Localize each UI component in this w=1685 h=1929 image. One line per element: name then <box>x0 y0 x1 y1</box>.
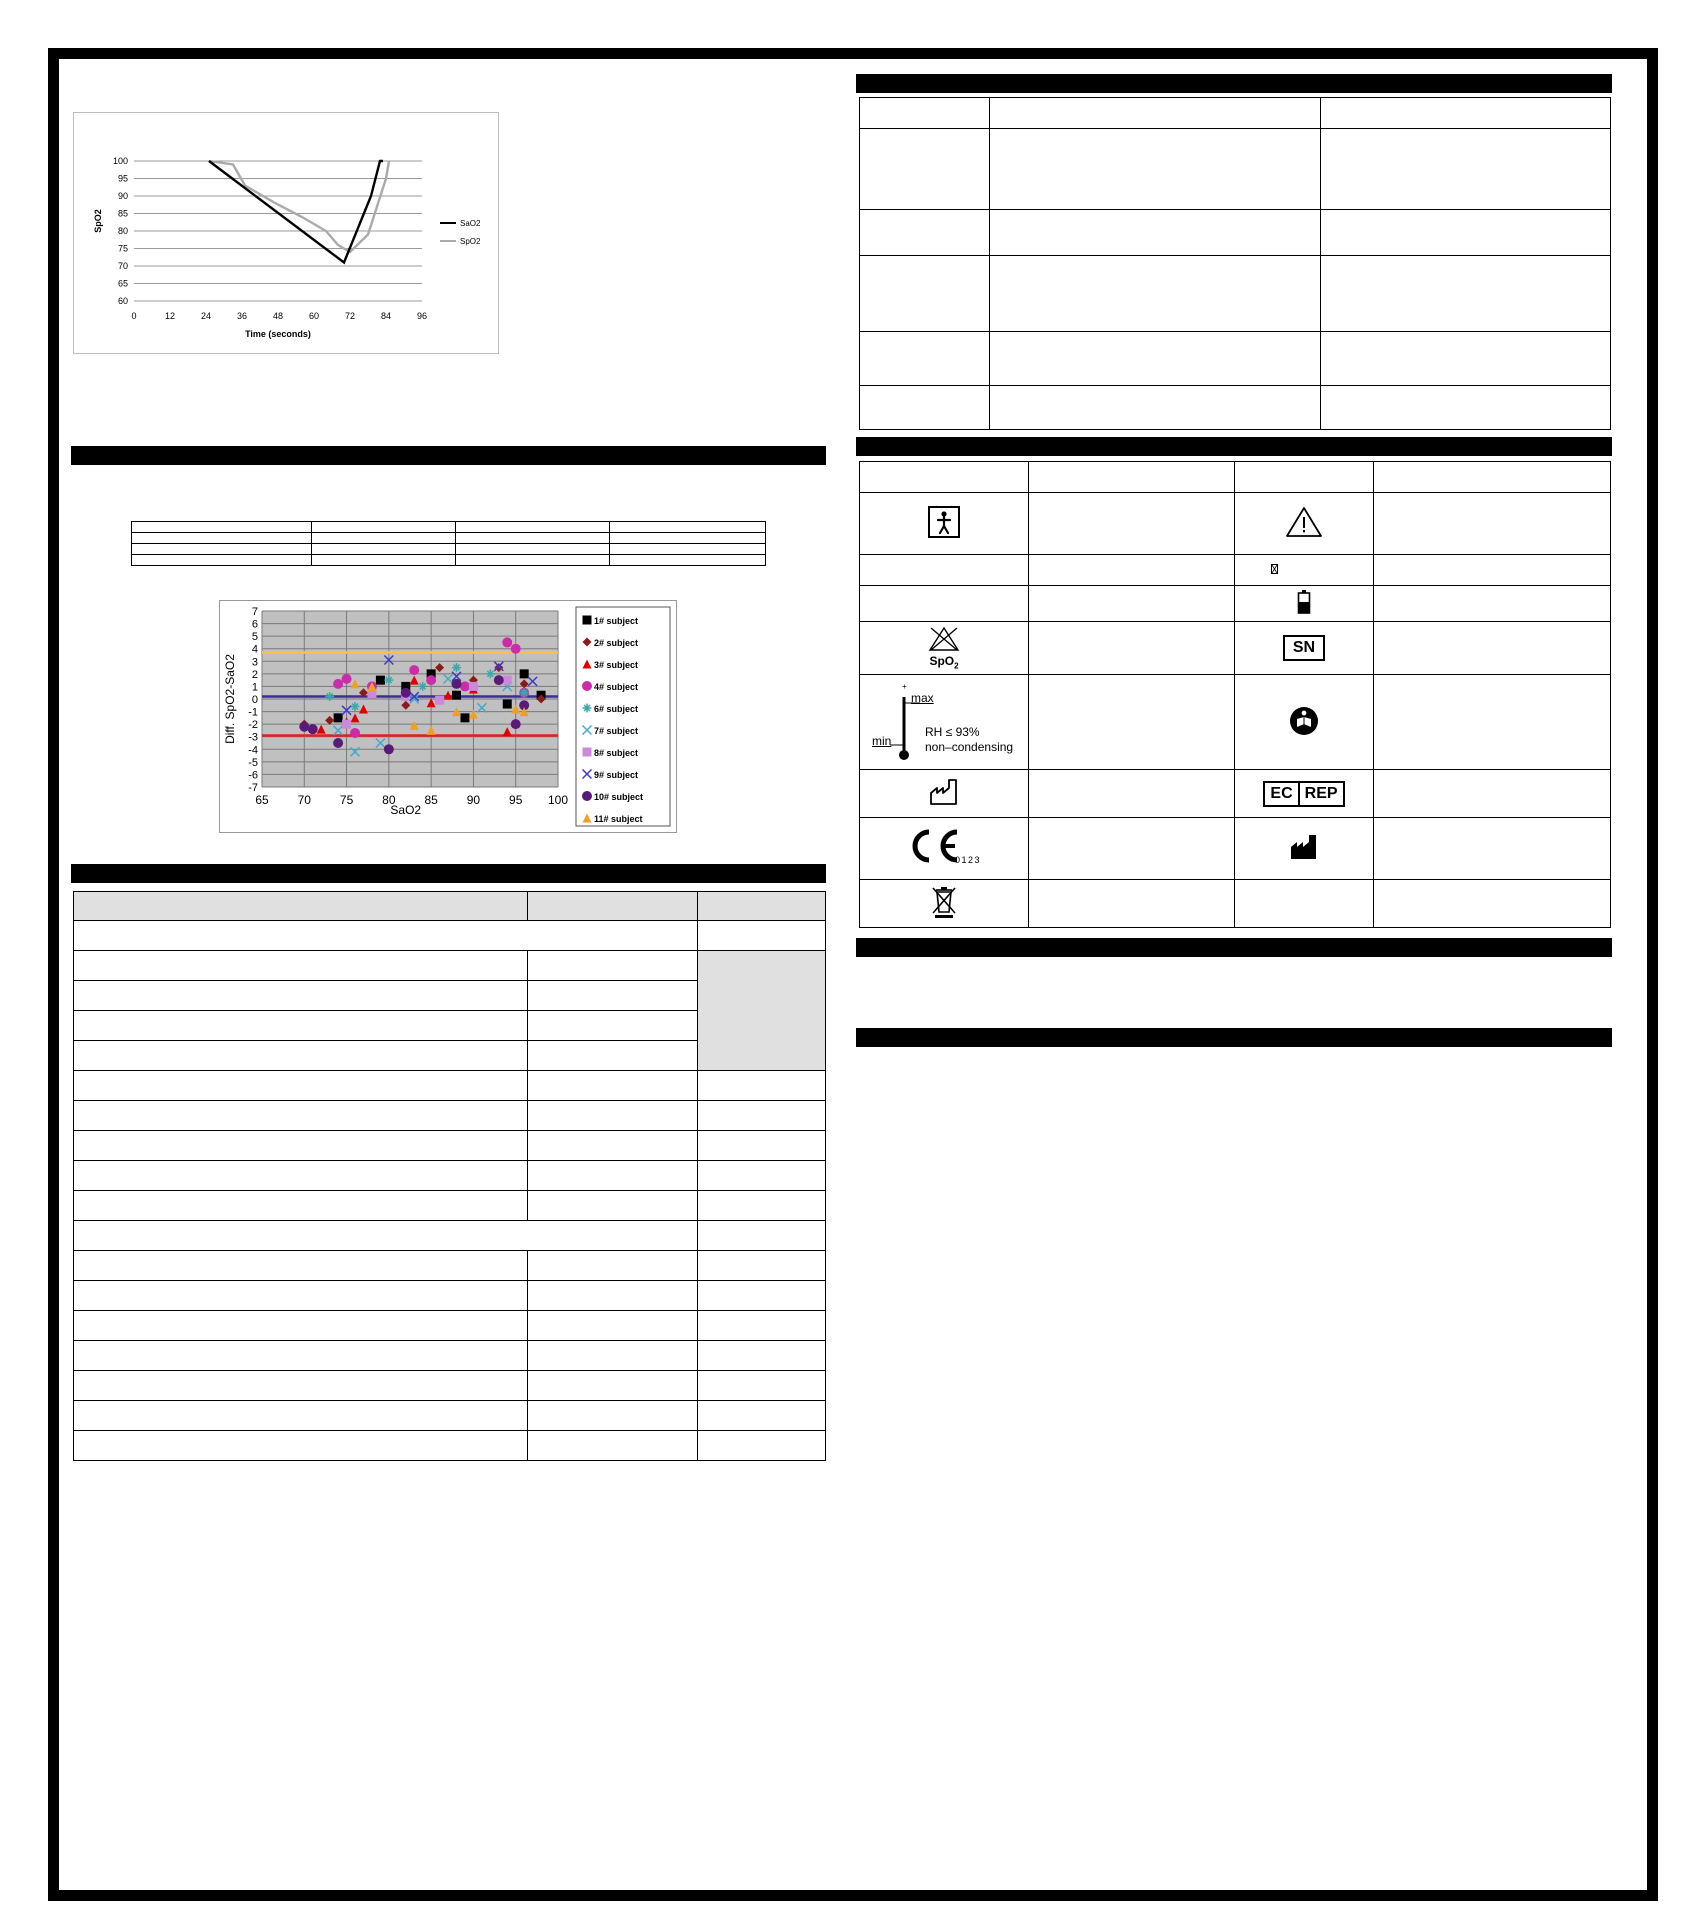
table-cell <box>74 1371 528 1401</box>
spo2-symbol-subscript: 2 <box>954 661 959 671</box>
table-cell <box>312 555 456 566</box>
x-tick-label: 36 <box>236 311 248 321</box>
table-header-cell <box>860 462 1029 493</box>
serial-number-icon <box>1283 635 1325 661</box>
table-cell <box>456 544 610 555</box>
table-cell <box>698 1311 826 1341</box>
data-point <box>308 724 318 734</box>
table-header-cell <box>1374 462 1611 493</box>
table-cell <box>1029 818 1235 880</box>
y-tick-label: 85 <box>117 208 128 219</box>
table-cell <box>1029 493 1235 555</box>
table-cell <box>74 1431 528 1461</box>
table-cell <box>528 1161 698 1191</box>
table-cell <box>1321 210 1611 256</box>
ce-mark <box>899 825 989 869</box>
table-cell <box>74 1251 528 1281</box>
section-bar-service <box>856 1028 1612 1047</box>
table-header-cell <box>860 98 990 129</box>
data-point <box>503 700 512 709</box>
table-cell <box>528 1251 698 1281</box>
table-header-cell <box>1321 98 1611 129</box>
table-cell <box>1029 880 1235 928</box>
table-cell <box>312 544 456 555</box>
table-cell <box>456 522 610 533</box>
table-cell <box>312 522 456 533</box>
legend-label: 8# subject <box>594 748 639 758</box>
table-cell <box>1374 818 1611 880</box>
y-tick-label: -4 <box>248 744 258 757</box>
data-point <box>520 669 529 678</box>
data-point <box>503 676 512 685</box>
y-tick-label: -6 <box>248 769 258 782</box>
table-cell <box>698 921 826 951</box>
table-cell <box>528 1341 698 1371</box>
symbol-cell <box>860 880 1029 928</box>
table-cell <box>698 1341 826 1371</box>
notified-body-number: 0123 <box>955 855 982 865</box>
data-point <box>334 713 343 722</box>
troubleshooting-table <box>859 97 1611 430</box>
x-tick-label: 70 <box>297 793 311 807</box>
legend-label: 4# subject <box>594 682 639 692</box>
table-cell <box>74 1281 528 1311</box>
table-cell <box>1374 493 1611 555</box>
table-cell <box>74 1131 528 1161</box>
y-tick-label: -5 <box>248 756 258 769</box>
data-point <box>299 722 309 732</box>
legend-marker <box>583 616 592 625</box>
table-cell <box>528 1401 698 1431</box>
table-header-cell <box>1029 462 1235 493</box>
data-point <box>469 682 478 691</box>
table-cell <box>1374 770 1611 818</box>
table-cell <box>74 981 528 1011</box>
table-cell <box>1029 555 1235 586</box>
table-cell <box>74 1341 528 1371</box>
legend-marker <box>582 681 592 691</box>
ec-rep-icon <box>1263 781 1344 807</box>
symbols-table <box>859 461 1611 928</box>
no-alarm-icon <box>927 626 961 652</box>
weee-disposal-icon <box>931 885 957 919</box>
table-cell <box>528 1431 698 1461</box>
section-bar-specifications <box>71 864 826 883</box>
date-of-manufacture-icon <box>929 778 959 806</box>
x-axis-label: Time (seconds) <box>245 329 311 339</box>
legend-label: 3# subject <box>594 660 639 670</box>
legend-label: 9# subject <box>594 770 639 780</box>
table-cell <box>528 1311 698 1341</box>
data-point <box>384 744 394 754</box>
data-point <box>342 674 352 684</box>
sn-label: SN <box>1292 639 1316 656</box>
table-cell <box>860 129 990 210</box>
table-cell <box>698 1191 826 1221</box>
table-group-row <box>74 921 698 951</box>
legend-label: SaO2 <box>460 219 481 228</box>
table-cell <box>1374 880 1611 928</box>
line-chart-svg <box>74 113 498 353</box>
symbol-cell <box>860 622 1029 675</box>
table-cell <box>312 533 456 544</box>
y-tick-label: 4 <box>251 643 258 656</box>
y-tick-label: 75 <box>117 243 128 254</box>
non-condensing-label: non–condensing <box>925 740 1014 754</box>
symbol-cell <box>860 818 1029 880</box>
y-tick-label: -2 <box>248 719 258 732</box>
scatter-chart-svg <box>220 601 676 832</box>
data-point <box>376 676 385 685</box>
table-header-cell <box>528 892 698 921</box>
rep-label: REP <box>1304 784 1338 802</box>
table-cell <box>610 522 766 533</box>
table-cell <box>74 1161 528 1191</box>
table-cell <box>132 544 312 555</box>
legend-label: 6# subject <box>594 704 639 714</box>
symbol-cell <box>1235 622 1374 675</box>
table-cell <box>1321 386 1611 430</box>
humidity-label: RH ≤ 93% <box>925 725 980 739</box>
accuracy-table <box>131 521 766 566</box>
y-axis-label: Diff. SpO2-SaO2 <box>223 654 237 744</box>
spo2-symbol-label: SpO <box>929 653 955 668</box>
y-tick-label: 1 <box>251 681 258 694</box>
data-point <box>435 696 444 705</box>
placeholder-glyph-icon <box>1271 564 1278 574</box>
table-cell <box>1235 880 1374 928</box>
table-cell <box>132 533 312 544</box>
table-cell <box>1321 256 1611 332</box>
table-cell <box>528 1071 698 1101</box>
temp-min-label: min <box>872 734 892 748</box>
table-cell-shaded <box>698 951 826 1071</box>
table-cell <box>698 1071 826 1101</box>
symbol-cell <box>860 770 1029 818</box>
legend-label: 1# subject <box>594 616 639 626</box>
table-cell <box>1029 622 1235 675</box>
y-tick-label: 0 <box>251 694 258 706</box>
table-cell <box>698 1131 826 1161</box>
table-cell <box>1029 770 1235 818</box>
table-cell <box>698 1101 826 1131</box>
y-tick-label: 70 <box>117 261 128 271</box>
table-cell <box>74 1071 528 1101</box>
table-cell <box>1321 129 1611 210</box>
data-point <box>460 713 469 722</box>
table-cell <box>132 555 312 566</box>
symbol-cell <box>1235 818 1374 880</box>
symbol-cell <box>860 493 1029 555</box>
table-cell <box>698 1431 826 1461</box>
table-cell <box>528 1011 698 1041</box>
section-bar-accuracy <box>71 446 826 465</box>
table-cell <box>74 1041 528 1071</box>
x-tick-label: 95 <box>509 793 523 807</box>
low-battery-icon <box>1297 589 1311 615</box>
x-tick-label: 65 <box>255 793 269 807</box>
section-bar-troubleshooting <box>856 74 1612 93</box>
table-cell <box>610 555 766 566</box>
table-cell <box>990 210 1321 256</box>
section-bar-warranty <box>856 938 1612 957</box>
plot-background <box>74 113 498 353</box>
table-cell <box>860 386 990 430</box>
y-tick-label: 2 <box>251 668 258 681</box>
x-tick-label: 96 <box>416 311 428 321</box>
table-cell <box>698 1251 826 1281</box>
read-manual-icon <box>1288 705 1320 737</box>
table-cell <box>1374 586 1611 622</box>
table-cell <box>74 1401 528 1431</box>
table-cell <box>1374 555 1611 586</box>
legend-label: 7# subject <box>594 726 639 736</box>
table-cell <box>74 1101 528 1131</box>
data-point <box>333 679 343 689</box>
symbol-cell <box>860 675 1029 770</box>
specifications-table <box>73 891 826 1461</box>
table-cell <box>528 951 698 981</box>
x-tick-label: 85 <box>424 793 438 807</box>
temperature-humidity-symbol <box>870 681 1030 765</box>
y-tick-label: 6 <box>251 618 258 631</box>
spo2-response-chart <box>73 112 499 354</box>
table-cell <box>698 1401 826 1431</box>
x-tick-label: 72 <box>344 311 356 321</box>
symbol-cell <box>1235 555 1374 586</box>
table-cell <box>74 1011 528 1041</box>
table-cell <box>610 544 766 555</box>
x-tick-label: 75 <box>339 793 354 807</box>
data-point <box>426 675 436 685</box>
y-tick-label: 90 <box>117 191 128 201</box>
x-tick-label: 48 <box>272 311 284 321</box>
data-point <box>502 637 512 647</box>
x-tick-label: 100 <box>547 793 569 807</box>
x-tick-label: 24 <box>200 311 212 321</box>
data-point <box>511 644 521 654</box>
y-tick-label: -7 <box>248 782 258 794</box>
manufacturer-icon <box>1290 834 1318 860</box>
data-point <box>494 675 504 685</box>
x-tick-label: 12 <box>164 311 176 321</box>
table-cell <box>456 555 610 566</box>
table-cell <box>860 332 990 386</box>
table-cell <box>528 1101 698 1131</box>
table-cell <box>698 1371 826 1401</box>
table-cell <box>1029 675 1235 770</box>
y-tick-label: 5 <box>251 631 258 644</box>
y-tick-label: 80 <box>117 226 128 236</box>
table-cell <box>860 555 1029 586</box>
table-cell <box>528 1041 698 1071</box>
table-cell <box>860 586 1029 622</box>
temp-max-label: max <box>911 691 934 705</box>
table-header-cell <box>698 892 826 921</box>
ec-label: EC <box>1265 783 1299 805</box>
data-point <box>452 679 462 689</box>
data-point <box>342 720 351 729</box>
y-tick-label: -1 <box>248 706 258 719</box>
y-tick-label: 60 <box>117 296 128 306</box>
y-tick-label: 65 <box>117 278 128 289</box>
legend-label: 10# subject <box>594 792 644 802</box>
x-axis-label: SaO2 <box>390 803 422 817</box>
table-cell <box>528 981 698 1011</box>
y-axis-label: SpO2 <box>93 209 103 233</box>
table-header-cell <box>990 98 1321 129</box>
table-cell <box>1374 622 1611 675</box>
table-cell <box>528 1371 698 1401</box>
symbol-cell <box>1235 770 1374 818</box>
table-header-cell <box>74 892 528 921</box>
x-tick-label: 84 <box>380 311 392 321</box>
y-tick-label: -3 <box>248 731 258 744</box>
legend-marker <box>582 791 592 801</box>
x-tick-label: 90 <box>466 793 481 807</box>
table-cell <box>990 256 1321 332</box>
section-bar-symbols <box>856 437 1612 456</box>
x-tick-label: 80 <box>382 793 396 807</box>
table-cell <box>610 533 766 544</box>
y-tick-label: 3 <box>251 656 258 669</box>
table-cell <box>528 1191 698 1221</box>
y-tick-label: 7 <box>251 606 258 618</box>
table-header-cell <box>1235 462 1374 493</box>
accuracy-scatter-chart <box>219 600 677 833</box>
x-tick-label: 0 <box>131 311 137 321</box>
table-cell <box>74 1191 528 1221</box>
y-tick-label: 100 <box>112 156 128 166</box>
table-cell <box>698 1281 826 1311</box>
table-cell <box>698 1161 826 1191</box>
table-cell <box>74 951 528 981</box>
data-point <box>452 691 461 700</box>
table-cell <box>456 533 610 544</box>
data-point <box>511 719 521 729</box>
table-cell <box>1374 675 1611 770</box>
legend-label: 2# subject <box>594 638 639 648</box>
legend-label: 11# subject <box>594 814 643 824</box>
table-cell <box>990 386 1321 430</box>
symbol-cell <box>1235 586 1374 622</box>
table-cell <box>990 332 1321 386</box>
table-cell <box>990 129 1321 210</box>
svg-text:+: + <box>902 682 907 691</box>
data-point <box>460 681 470 691</box>
table-cell <box>1321 332 1611 386</box>
table-cell <box>698 1221 826 1251</box>
y-tick-label: 95 <box>117 173 128 184</box>
table-cell <box>528 1131 698 1161</box>
table-cell <box>132 522 312 533</box>
symbol-cell <box>1235 493 1374 555</box>
legend-marker <box>583 748 592 757</box>
table-cell <box>528 1281 698 1311</box>
x-tick-label: 60 <box>308 311 320 321</box>
table-cell <box>1029 586 1235 622</box>
table-group-row <box>74 1221 698 1251</box>
warning-icon <box>1284 505 1324 539</box>
table-cell <box>74 1311 528 1341</box>
bf-applied-part-icon <box>927 505 961 539</box>
table-cell <box>860 256 990 332</box>
data-point <box>409 665 419 675</box>
data-point <box>401 688 411 698</box>
legend-label: SpO2 <box>460 237 481 246</box>
data-point <box>350 728 360 738</box>
table-cell <box>860 210 990 256</box>
no-spo2-alarm-symbol <box>927 626 961 670</box>
data-point <box>333 738 343 748</box>
symbol-cell <box>1235 675 1374 770</box>
